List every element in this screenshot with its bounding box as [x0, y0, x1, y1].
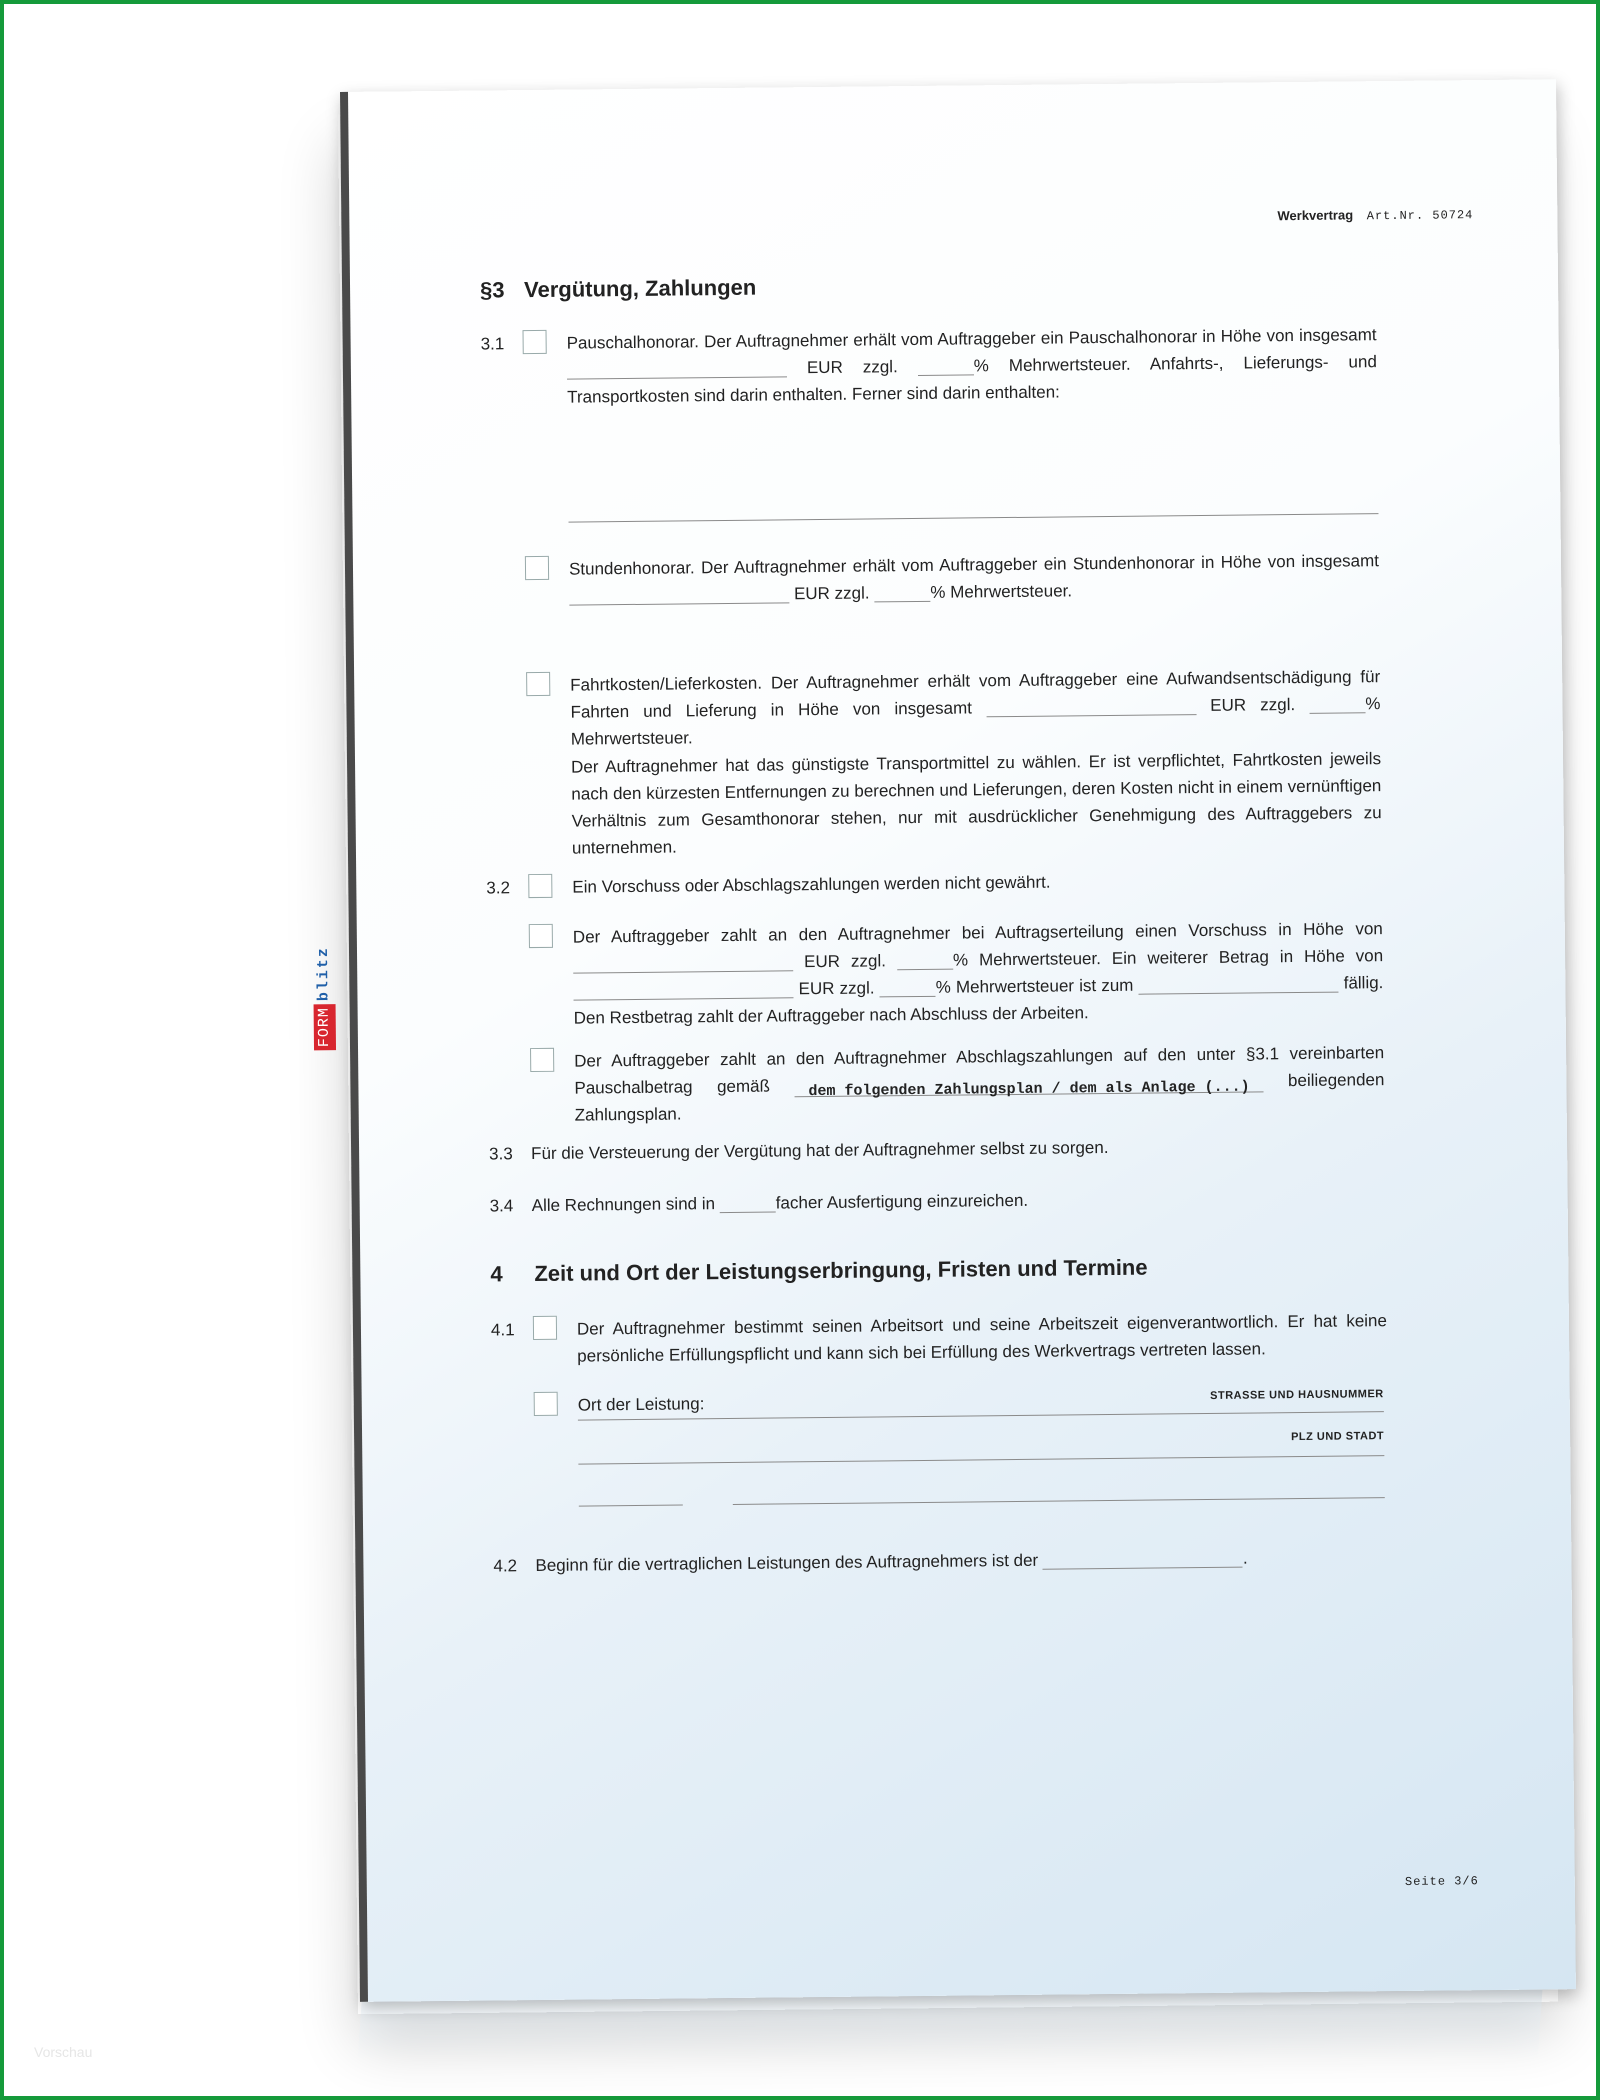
page-number: Seite 3/6: [1404, 1874, 1479, 1889]
vat-field[interactable]: [897, 951, 953, 971]
clause-3-4-number: 3.4: [489, 1196, 514, 1216]
amount-field[interactable]: [986, 696, 1196, 717]
additional-items-line[interactable]: [569, 513, 1379, 522]
clause-3-2-number: 3.2: [486, 878, 511, 898]
label-city: PLZ UND STADT: [1290, 1430, 1385, 1444]
checkbox-stundenhonorar[interactable]: [525, 556, 549, 580]
checkbox-abschlagszahlungen[interactable]: [530, 1048, 554, 1072]
article-number: Art.Nr. 50724: [1366, 208, 1474, 224]
section-3-number: §3: [479, 277, 505, 303]
copies-field[interactable]: [720, 1193, 776, 1213]
section-4-heading: Zeit und Ort der Leistungserbringung, Fristen und Termine: [534, 1254, 1148, 1287]
advance-amount-field[interactable]: [573, 952, 793, 973]
checkbox-arbeitsort-frei[interactable]: [533, 1316, 557, 1340]
section-3-heading: Vergütung, Zahlungen: [523, 274, 757, 303]
checkbox-fahrtkosten[interactable]: [526, 672, 550, 696]
start-date-field[interactable]: [1043, 1549, 1243, 1570]
amount-field[interactable]: [567, 358, 787, 379]
formblitz-logo: [313, 943, 336, 1050]
option-ort-der-leistung: Ort der Leistung:: [577, 1394, 705, 1415]
option-kein-vorschuss: Ein Vorschuss oder Abschlagszahlungen werden nicht gewährt.: [572, 872, 1051, 897]
extra-line-long[interactable]: [733, 1497, 1385, 1505]
option-arbeitsort-frei: Der Auftragnehmer bestimmt seinen Arbeitsort und seine Arbeitszeit eigenverantwortlich. Er hat keine persönliche Erfüllungspflicht und kann sich bei Erfüllung des Werkvertrags vertreten lassen.: [576, 1311, 1388, 1366]
option-abschlagszahlungen: Der Auftraggeber zahlt an den Auftragnehmer Abschlagszahlungen auf den unter §3.1 vereinbarten Pauschalbetrag gemäß dem folgenden Zahlungsplan / dem als Anlage (...) beiliegenden Zahlungsplan.: [574, 1043, 1385, 1125]
vat-field[interactable]: [918, 356, 974, 376]
clause-pauschalhonorar: Pauschalhonorar. Der Auftragnehmer erhält vom Auftraggeber ein Pauschalhonorar in Höhe von insgesamt EUR zzgl. % Mehrwertsteuer. Anfahrts-, Lieferungs- und Transportkosten sind darin enthalten. Ferner sind darin enthalten:: [566, 325, 1377, 407]
document-title: Werkvertrag: [1277, 207, 1354, 224]
vat-field[interactable]: [1309, 694, 1365, 714]
document-page: [314, 79, 1576, 2002]
clause-3-1-number: 3.1: [480, 334, 505, 354]
clause-4-2-number: 4.2: [493, 1556, 518, 1576]
checkbox-kein-vorschuss[interactable]: [528, 874, 552, 898]
clause-4-1-number: 4.1: [490, 1320, 515, 1340]
clause-3-3-number: 3.3: [489, 1144, 513, 1164]
checkbox-ort-der-leistung[interactable]: [534, 1392, 558, 1416]
extra-line-short[interactable]: [579, 1504, 683, 1506]
amount-field[interactable]: [569, 584, 789, 605]
further-amount-field[interactable]: [573, 979, 793, 1000]
clause-3-4: Alle Rechnungen sind in facher Ausfertigung einzureichen.: [531, 1190, 1029, 1216]
payment-plan-field[interactable]: dem folgenden Zahlungsplan / dem als Anlage (...): [794, 1073, 1263, 1097]
city-line[interactable]: [578, 1455, 1384, 1464]
clause-fahrtkosten: Fahrtkosten/Lieferkosten. Der Auftragnehmer erhält vom Auftraggeber eine Aufwandsentschädigung für Fahrten und Lieferung in Höhe von insgesamt EUR zzgl. % Mehrwertsteuer.: [570, 667, 1381, 749]
due-date-field[interactable]: [1138, 974, 1338, 995]
clause-4-2: Beginn für die vertraglichen Leistungen des Auftragnehmers ist der .: [535, 1548, 1248, 1576]
transport-note: Der Auftragnehmer hat das günstigste Transportmittel zu wählen. Er ist verpflichtet, Fahrtkosten jeweils nach den kürzesten Entfernungen zu berechnen und Lieferungen, deren Kosten nicht in einem vernünftigen Verhältnis zum Gesamthonorar stehen, nur mit ausdrücklicher Genehmigung des Auftraggebers zu unternehmen.: [570, 749, 1382, 858]
option-vorschuss: Der Auftraggeber zahlt an den Auftragnehmer bei Auftragserteilung einen Vorschuss in Höhe von EUR zzgl. % Mehrwertsteuer. Ein weiterer Betrag in Höhe von EUR zzgl. % Mehrwertsteuer ist zum fällig. Den Restbetrag zahlt der Auftraggeber nach Abschluss der Arbeiten.: [572, 919, 1384, 1028]
paper-reflection: [358, 1990, 1543, 2060]
logo-part-form: FORM: [314, 1004, 336, 1050]
document-header: [1277, 200, 1473, 231]
checkbox-pauschalhonorar[interactable]: [523, 330, 547, 354]
clause-stundenhonorar: Stundenhonorar. Der Auftragnehmer erhält vom Auftraggeber ein Stundenhonorar in Höhe von insgesamt EUR zzgl. % Mehrwertsteuer.: [569, 547, 1380, 609]
section-4-number: 4: [490, 1261, 503, 1287]
checkbox-vorschuss[interactable]: [529, 924, 553, 948]
watermark: Vorschau: [34, 2044, 93, 2060]
label-street: STRASSE UND HAUSNUMMER: [1210, 1388, 1384, 1402]
vat-field[interactable]: [874, 583, 930, 603]
vat-field[interactable]: [880, 978, 936, 998]
logo-part-blitz: blitz: [314, 946, 333, 1002]
clause-3-3: Für die Versteuerung der Vergütung hat der Auftragnehmer selbst zu sorgen.: [531, 1138, 1109, 1164]
